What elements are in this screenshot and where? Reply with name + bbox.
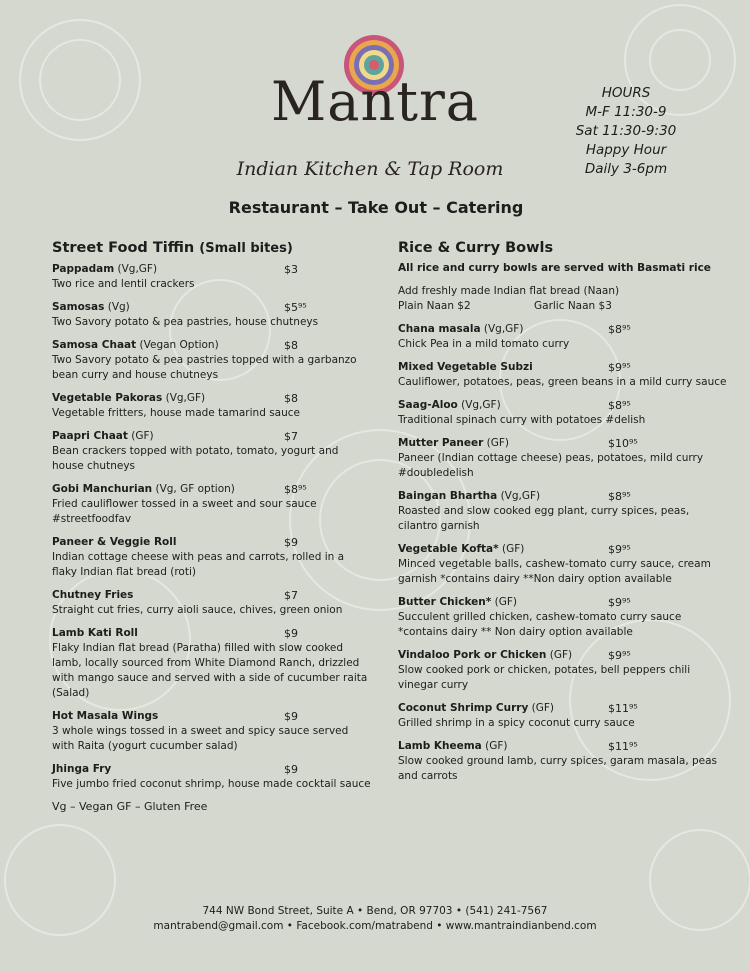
menu-item: Vegetable Kofta* (GF) $9⁹⁵ Minced vegetable balls, cashew-tomato curry sauce, cream garnish *contains dairy **Non dairy option available <box>398 543 711 585</box>
menu-item: Paneer & Veggie Roll $9 Indian cottage cheese with peas and carrots, rolled in a flaky Indian flat bread (roti) <box>52 536 345 578</box>
footer-contact: mantrabend@gmail.com • Facebook.com/matrabend • www.mantraindianbend.com <box>153 920 597 932</box>
menu-item: Mixed Vegetable Subzi $9⁹⁵ Cauliflower, potatoes, peas, green beans in a mild curry sauce <box>398 361 727 388</box>
menu-item-price: $9 <box>284 627 298 640</box>
happy-hour-label: Happy Hour <box>585 142 667 158</box>
curry-bowls-section <box>398 240 728 792</box>
footer-address: 744 NW Bond Street, Suite A • Bend, OR 97703 • (541) 241-7567 <box>202 905 548 917</box>
diet-legend: Vg – Vegan GF – Gluten Free <box>52 800 208 813</box>
hours-title: HOURS <box>601 85 651 101</box>
menu-item: Jhinga Fry $9 Five jumbo fried coconut shrimp, house made cocktail sauce <box>52 763 371 790</box>
menu-item-price: $8⁹⁵ <box>608 323 631 336</box>
section-title: Rice & Curry Bowls <box>398 240 554 256</box>
brand-name: Mantra <box>271 70 479 133</box>
menu-item-price: $8 <box>284 392 298 405</box>
menu-item: Samosa Chaat (Vegan Option) $8 Two Savory potato & pea pastries topped with a garbanzo bean curry and house chutneys <box>52 339 357 381</box>
hours-saturday: Sat 11:30-9:30 <box>575 123 677 139</box>
menu-item: Baingan Bhartha (Vg,GF) $8⁹⁵ Roasted and slow cooked egg plant, curry spices, peas, cilantro garnish <box>398 490 690 532</box>
menu-item: Pappadam (Vg,GF) $3 Two rice and lentil crackers <box>52 263 298 290</box>
menu-item: Samosas (Vg) $5⁹⁵ Two Savory potato & pea pastries, house chutneys <box>52 301 319 328</box>
menu-item: Vegetable Pakoras (Vg,GF) $8 Vegetable fritters, house made tamarind sauce <box>52 392 300 419</box>
menu-item-price: $11⁹⁵ <box>608 702 638 715</box>
menu-item: Chana masala (Vg,GF) $8⁹⁵ Chick Pea in a mild tomato curry <box>398 323 631 350</box>
menu-item-price: $3 <box>284 263 298 276</box>
street-food-section <box>52 240 372 813</box>
menu-item: Coconut Shrimp Curry (GF) $11⁹⁵ Grilled shrimp in a spicy coconut curry sauce <box>398 702 638 729</box>
menu-item: Gobi Manchurian (Vg, GF option) $8⁹⁵ Fried cauliflower tossed in a sweet and sour sauce #streetfoodfav <box>52 483 317 525</box>
menu-item: Chutney Fries $7 Straight cut fries, curry aioli sauce, chives, green onion <box>52 589 343 616</box>
menu-item-price: $9 <box>284 536 298 549</box>
hours-block <box>556 84 696 179</box>
menu-item-price: $9⁹⁵ <box>608 361 631 374</box>
tagline: Indian Kitchen & Tap Room <box>236 158 504 180</box>
menu-item-price: $9⁹⁵ <box>608 649 631 662</box>
menu-item-price: $9 <box>284 763 298 776</box>
menu-item-price: $8⁹⁵ <box>284 483 307 496</box>
menu-item: Hot Masala Wings $9 3 whole wings tossed in a sweet and spicy sauce served with Raita (yogurt cucumber salad) <box>52 710 349 752</box>
naan-addon: Add freshly made Indian flat bread (Naan) Plain Naan $2 Garlic Naan $3 <box>398 285 620 312</box>
menu-item: Saag-Aloo (Vg,GF) $8⁹⁵ Traditional spinach curry with potatoes #delish <box>398 399 646 426</box>
section-title: Street Food Tiffin (Small bites) <box>52 240 293 256</box>
menu-item: Lamb Kheema (GF) $11⁹⁵ Slow cooked ground lamb, curry spices, garam masala, peas and carrots <box>398 740 718 782</box>
menu-item-price: $11⁹⁵ <box>608 740 638 753</box>
menu-item-price: $7 <box>284 589 298 602</box>
menu-item: Paapri Chaat (GF) $7 Bean crackers topped with potato, tomato, yogurt and house chutneys <box>52 430 339 472</box>
menu-item-price: $9⁹⁵ <box>608 543 631 556</box>
menu-item: Vindaloo Pork or Chicken (GF) $9⁹⁵ Slow cooked pork or chicken, potates, bell peppers chili vinegar curry <box>398 649 691 691</box>
services-line: Restaurant – Take Out – Catering <box>228 198 524 217</box>
menu-item: Mutter Paneer (GF) $10⁹⁵ Paneer (Indian cottage cheese) peas, potatoes, mild curry #doubledelish <box>398 437 704 479</box>
menu-item-price: $7 <box>284 430 298 443</box>
rice-note: All rice and curry bowls are served with Basmati rice <box>398 262 711 274</box>
menu-item-price: $8⁹⁵ <box>608 490 631 503</box>
menu-item-price: $9⁹⁵ <box>608 596 631 609</box>
happy-hour-time: Daily 3-6pm <box>584 161 668 177</box>
menu-item: Lamb Kati Roll $9 Flaky Indian flat bread (Paratha) filled with slow cooked lamb, locally sourced from White Diamond Ranch, drizzled with mango sauce and served with a side of cucumber raita (Salad) <box>52 627 368 699</box>
footer <box>0 904 750 934</box>
menu-item-price: $10⁹⁵ <box>608 437 638 450</box>
hours-weekdays: M-F 11:30-9 <box>585 104 667 120</box>
menu-item-price: $8 <box>284 339 298 352</box>
menu-item-price: $5⁹⁵ <box>284 301 307 314</box>
menu-item-price: $8⁹⁵ <box>608 399 631 412</box>
menu-item: Butter Chicken* (GF) $9⁹⁵ Succulent grilled chicken, cashew-tomato curry sauce *contains dairy ** Non dairy option available <box>398 596 682 638</box>
menu-item-price: $9 <box>284 710 298 723</box>
